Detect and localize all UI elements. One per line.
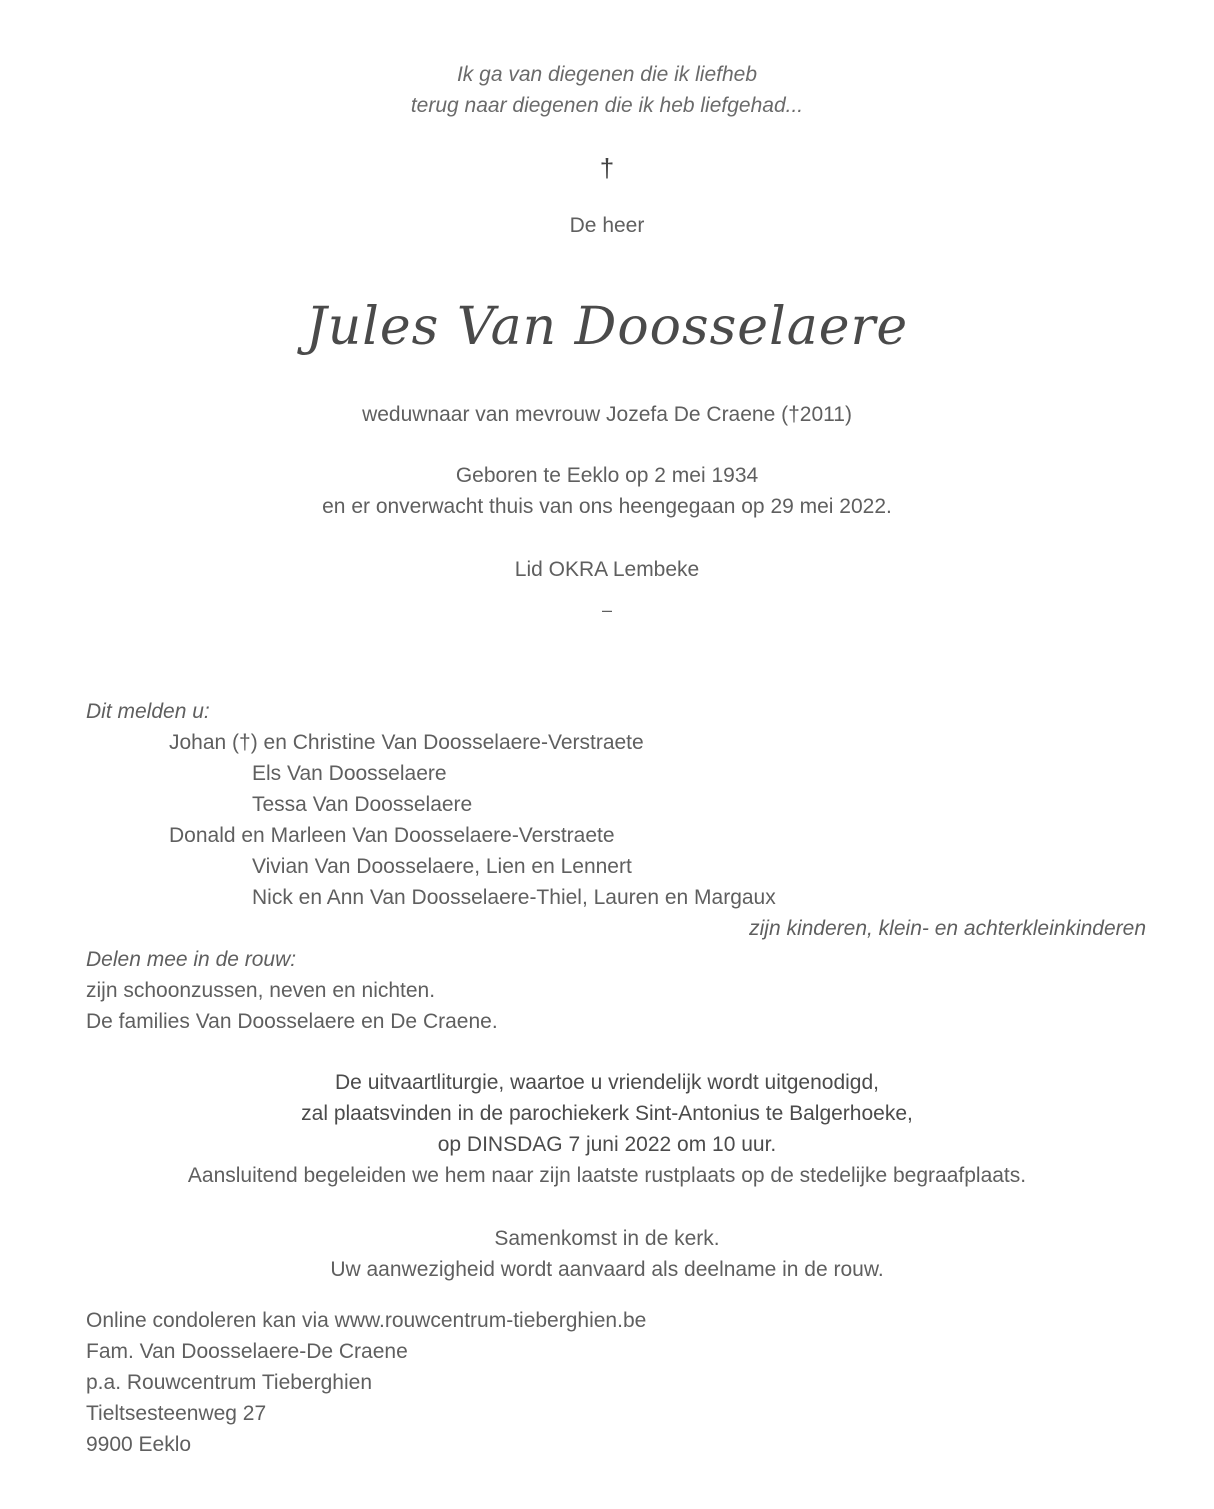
contact-street: Tieltsesteenweg 27 (86, 1402, 267, 1425)
quote-line: terug naar diegenen die ik heb liefgehad... (410, 94, 804, 117)
family-line: Donald en Marleen Van Doosselaere-Verstraete (169, 824, 615, 847)
membership: Lid OKRA Lembeke (514, 558, 700, 581)
service-datetime: op DINSDAG 7 juni 2022 om 10 uur. (437, 1133, 777, 1156)
contact-care-of: p.a. Rouwcentrum Tieberghien (86, 1371, 372, 1394)
online-condolence: Online condoleren kan via www.rouwcentrum-tieberghien.be (86, 1309, 647, 1332)
attendance-line: Uw aanwezigheid wordt aanvaard als deelname in de rouw. (330, 1258, 884, 1281)
mourning-line: zijn schoonzussen, neven en nichten. (86, 979, 436, 1002)
service-line: De uitvaartliturgie, waartoe u vriendelijk wordt uitgenodigd, (335, 1071, 879, 1094)
service-info (0, 1067, 1214, 1191)
gathering-info (0, 1223, 1214, 1285)
family-line: Nick en Ann Van Doosselaere-Thiel, Lauren en Margaux (252, 886, 776, 909)
gathering-line: Samenkomst in de kerk. (494, 1227, 720, 1250)
family-line: Tessa Van Doosselaere (252, 793, 473, 816)
opening-quote (0, 59, 1214, 121)
contact-city: 9900 Eeklo (86, 1433, 192, 1456)
birth-death-info (0, 460, 1214, 522)
contact-block (86, 1305, 1186, 1460)
death-line: en er onverwacht thuis van ons heengegaan op 29 mei 2022. (322, 495, 892, 518)
mourning-intro: Delen mee in de rouw: (86, 948, 297, 971)
widower-line: weduwnaar van mevrouw Jozefa De Craene (†2011) (362, 403, 852, 426)
burial-line: Aansluitend begeleiden we hem naar zijn laatste rustplaats op de stedelijke begraafplaats. (187, 1164, 1027, 1187)
relation-note: zijn kinderen, klein- en achterkleinkinderen (749, 917, 1146, 940)
service-location: zal plaatsvinden in de parochiekerk Sint-Antonius te Balgerhoeke, (301, 1102, 913, 1125)
birth-line: Geboren te Eeklo op 2 mei 1934 (455, 464, 759, 487)
separator: – (601, 600, 612, 620)
announcement-block (86, 696, 1186, 1037)
deceased-name: Jules Van Doosselaere (305, 297, 909, 357)
family-line: Els Van Doosselaere (252, 762, 447, 785)
family-line: Johan (†) en Christine Van Doosselaere-Verstraete (169, 731, 644, 754)
mourning-line: De families Van Doosselaere en De Craene. (86, 1010, 498, 1033)
cross-icon: † (599, 153, 615, 183)
contact-family: Fam. Van Doosselaere-De Craene (86, 1340, 408, 1363)
family-line: Vivian Van Doosselaere, Lien en Lennert (252, 855, 632, 878)
salutation: De heer (569, 214, 645, 237)
quote-line: Ik ga van diegenen die ik liefheb (456, 63, 758, 86)
announcement-intro: Dit melden u: (86, 700, 210, 723)
